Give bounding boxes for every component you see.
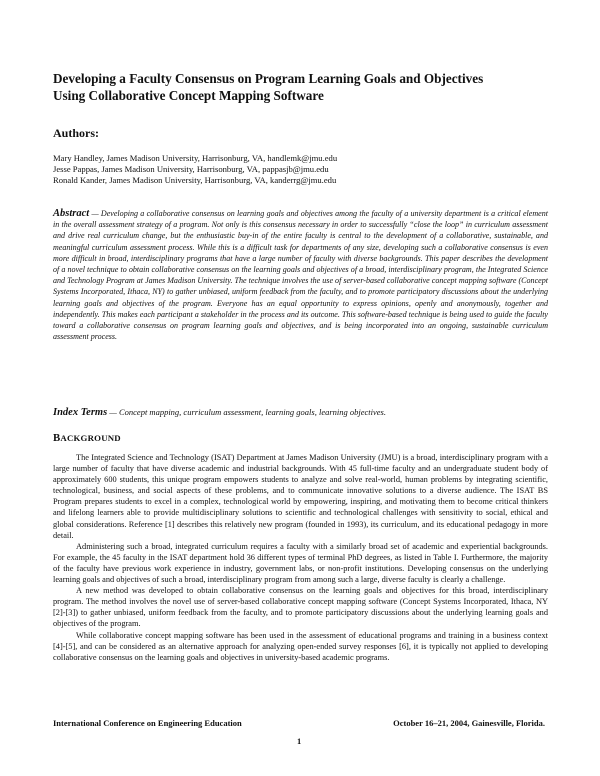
index-terms-text: — Concept mapping, curriculum assessment, learning goals, learning objectives. — [107, 407, 386, 417]
footer-date-location: October 16–21, 2004, Gainesville, Florida. — [393, 718, 545, 728]
index-terms-label: Index Terms — [53, 407, 108, 418]
section-heading-background — [53, 432, 121, 444]
author-line: Mary Handley, James Madison University, Harrisonburg, VA, handlemk@jmu.edu — [53, 153, 338, 163]
authors-heading: Authors: — [53, 126, 100, 140]
body-paragraph: The Integrated Science and Technology (ISAT) Department at James Madison University (JMU) is a broad, interdisciplinary program with a large number of faculty that have diverse academic and industrial backgrounds. With 45 full-time faculty and an undergraduate student body of approximately 600 students, this unique program empowers students to analyze and solve real-world, human problems by integrating scientific, technological, business, and social aspects of these problems, and to communicate innovative solutions to a diverse audience. The ISAT BS Program prepares students to excel in a complex, technological world by empowering, inspiring, and motivating them to become critical thinkers and lifelong learners able to provide multidisciplinary solutions to scientific and technological challenges with sensitivity to social, ethical and global considerations. Reference [1] describes this relatively new program (founded in 1993), its curriculum, and its educational pedagogy in more detail. — [53, 453, 548, 540]
body-paragraph: A new method was developed to obtain collaborative consensus on the learning goals and objectives for this broad, interdisciplinary program. The method involves the novel use of server-based collaborative concept mapping software (Concept Systems Incorporated, Ithaca, NY [2]-[3]) to gather unbiased, uniform feedback from the faculty, and to promote participatory discussions about the underlying learning goals and objectives of the program. — [53, 586, 548, 629]
body-paragraph: Administering such a broad, integrated curriculum requires a faculty with a similarly broad set of academic and experiential backgrounds. For example, the 45 faculty in the ISAT department hold 36 different types of terminal PhD degrees, as listed in Table I. Furthermore, the majority of the faculty have previous work experience in industry, government labs, or non-profit institutions. Developing consensus on the underlying learning goals and objectives of such a broad, interdisciplinary program from among such a large, diverse faculty is clearly a challenge. — [53, 541, 548, 585]
body-text — [53, 452, 548, 663]
body-paragraph: While collaborative concept mapping software has been used in the assessment of educational programs and training in a business context [4]-[5], and can be considered as an alternative approach for analyzing open-ended survey responses [6], it is typically not applied to developing collaborative consensus on the learning goals and objectives in university-based academic programs. — [53, 630, 548, 662]
page-number: 1 — [297, 736, 302, 746]
footer-conference: International Conference on Engineering Education — [53, 718, 242, 728]
section-heading-initial: B — [53, 432, 61, 444]
abstract-label: Abstract — [53, 208, 90, 219]
title-line-2: Using Collaborative Concept Mapping Software — [53, 88, 324, 103]
title-line-1: Developing a Faculty Consensus on Program Learning Goals and Objectives — [53, 71, 484, 86]
author-line: Jesse Pappas, James Madison University, Harrisonburg, VA, pappasjb@jmu.edu — [53, 164, 329, 174]
abstract-text: — Developing a collaborative consensus on learning goals and objectives among the faculty of a university department is a critical element in the overall assessment strategy of a program. Not only is this consensus necessary in order to successfully “close the loop” in curriculum assessment and drive real curriculum change, but the enthusiastic buy-in of the entire faculty is central to the development of a collaborative, sustainable, and meaningful curriculum assessment process. While this is a difficult task for departments of any size, developing such a collaborative consensus is even more difficult in broad, interdisciplinary programs that have a large number of faculty with diverse backgrounds. This paper describes the development of a novel technique to obtain collaborative consensus on the learning goals and objectives of a broad, interdisciplinary program, the Integrated Science and Technology Program at James Madison University. The technique involves the use of server-based collaborative concept mapping software (Concept Systems Incorporated, Ithaca, NY) to gather unbiased, uniform feedback from the faculty, and to promote participatory discussions about the underlying learning goals and objectives of the program. Everyone has an equal opportunity to express opinions, openly and anonymously, together and independently. This makes each participant a stakeholder in the process and its outcome. This software-based technique is being used to guide the faculty toward a collaborative consensus on program learning goals and objectives, and is being incorporated into an ongoing, sustainable curriculum assessment process. — [53, 209, 548, 342]
author-line: Ronald Kander, James Madison University, Harrisonburg, VA, kanderrg@jmu.edu — [53, 175, 337, 185]
index-terms — [53, 407, 548, 418]
abstract — [53, 208, 548, 342]
paper-title — [53, 70, 553, 104]
section-heading-rest: ACKGROUND — [60, 433, 121, 443]
